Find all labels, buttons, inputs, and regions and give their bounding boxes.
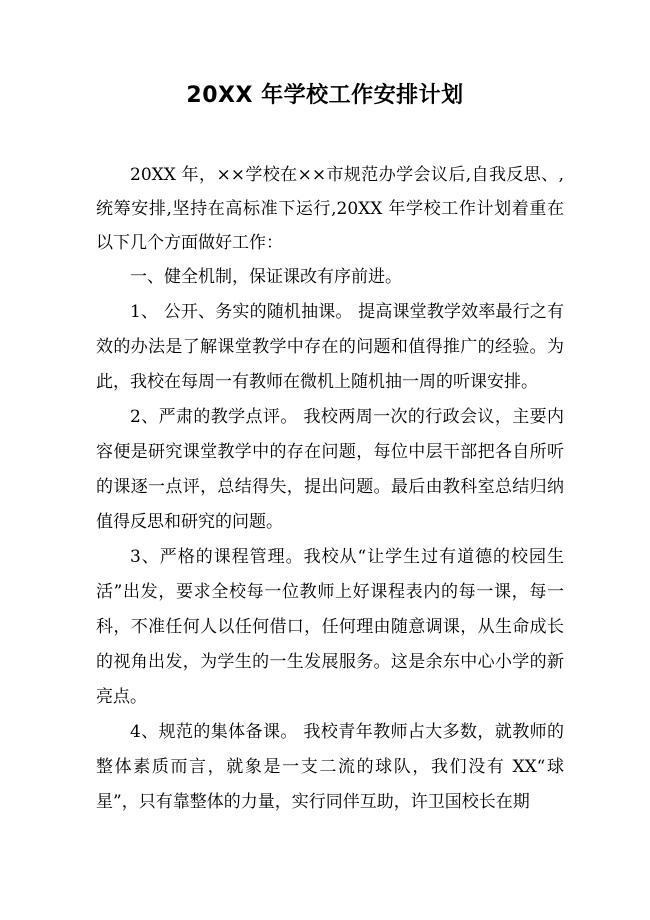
item-paragraph-3: 3、严格的课程管理。我校从“让学生过有道德的校园生活”出发，要求全校每一位教师上好课程表内的每一课，每一科，不准任何人以任何借口，任何理由随意调课，从生命成长的视角出发，为学生的一生发展服务。这是余东中心小学的新亮点。 <box>96 547 564 707</box>
item-paragraph-4: 4、规范的集体备课。 我校青年教师占大多数，就教师的整体素质而言，就象是一支二流的球队，我们没有 XX“球星”，只有靠整体的力量，实行同伴互助，许卫国校长在期 <box>96 722 564 812</box>
document-title: 20XX 年学校工作安排计划 <box>186 83 464 108</box>
intro-paragraph: 20XX 年，××学校在××市规范办学会议后,自我反思、,统筹安排,坚持在高标准下运行,20XX 年学校工作计划着重在以下几个方面做好工作： <box>96 165 564 253</box>
item-paragraph-1: 1、 公开、务实的随机抽课。 提高课堂教学效率最行之有效的办法是了解课堂教学中存在的问题和值得推广的经验。为此，我校在每周一有教师在微机上随机抽一周的听课安排。 <box>96 302 564 392</box>
document-body <box>96 158 564 820</box>
item-paragraph-2: 2、严肃的教学点评。 我校两周一次的行政会议，主要内容便是研究课堂教学中的存在问题，每位中层干部把各自所听的课逐一点评，总结得失，提出问题。最后由教科室总结归纳值得反思和研究的问题。 <box>96 407 564 532</box>
section-heading: 一、健全机制，保证课改有序前进。 <box>130 267 402 287</box>
